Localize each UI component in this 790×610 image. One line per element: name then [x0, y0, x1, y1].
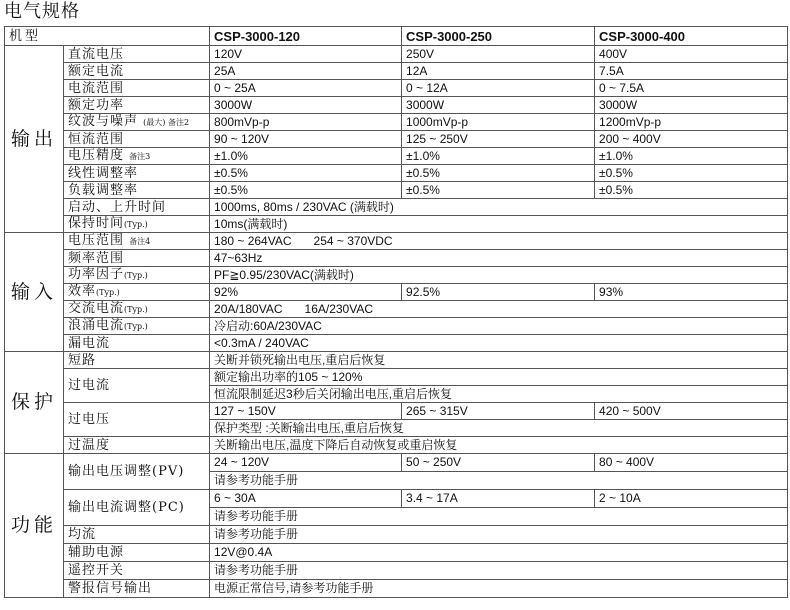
row-label: 遥控开关 [64, 562, 210, 580]
row-label: 过电压 [64, 403, 210, 437]
row-label-text: 电压精度 [68, 148, 125, 163]
function-row-aux-power [5, 544, 788, 562]
cell-value: 冷启动:60A/230VAC [210, 318, 788, 335]
row-label: 短路 [64, 352, 210, 369]
protection-row-over-temperature [5, 437, 788, 454]
output-row-line-regulation [5, 165, 788, 182]
cell-value: 92% [210, 284, 402, 301]
input-row-power-factor [5, 267, 788, 284]
row-label: 直流电压 [64, 46, 210, 63]
input-row-leakage-current [5, 335, 788, 352]
category-function: 功能 [5, 454, 64, 598]
cell-value [210, 233, 788, 250]
cell-value: ±1.0% [210, 148, 402, 165]
protection-row-over-current [5, 369, 788, 386]
cell-value: 24 ~ 120V [210, 454, 402, 472]
row-note: (PV) [152, 464, 185, 479]
cell-value: 93% [595, 284, 788, 301]
function-row-pv [5, 454, 788, 472]
cell-value: 127 ~ 150V [210, 403, 402, 420]
cell-value: 7.5A [595, 63, 788, 80]
cell-value: 0 ~ 25A [210, 80, 402, 97]
row-label: 线性调整率 [64, 165, 210, 182]
cell-value: 80 ~ 400V [595, 454, 788, 472]
input-row-efficiency [5, 284, 788, 301]
row-label [64, 490, 210, 526]
row-label: 均流 [64, 526, 210, 544]
row-label-text: 电压范围 [68, 233, 125, 248]
cell-value: 2 ~ 10A [595, 490, 788, 508]
output-row-current-range [5, 80, 788, 97]
row-label: 恒流范围 [64, 131, 210, 148]
output-row-voltage-tolerance [5, 148, 788, 165]
cell-value: ±0.5% [402, 182, 595, 199]
cell-value: 265 ~ 315V [402, 403, 595, 420]
output-row-hold-up-time [5, 216, 788, 233]
cell-value: 50 ~ 250V [402, 454, 595, 472]
cell-value: 12V@0.4A [210, 544, 788, 562]
cell-value: ±0.5% [402, 165, 595, 182]
row-label-text: 保持时间 [68, 216, 125, 231]
row-label-text: 效率 [68, 284, 97, 299]
row-label-text: 纹波与噪声 [68, 114, 139, 129]
cell-value: 关断并锁死输出电压,重启后恢复 [210, 352, 788, 369]
cell-value: ±0.5% [595, 182, 788, 199]
cell-value: 保护类型 :关断输出电压,重启后恢复 [210, 420, 788, 437]
cell-value: 800mVp-p [210, 114, 402, 131]
cell-value: 125 ~ 250V [402, 131, 595, 148]
cell-value: <0.3mA / 240VAC [210, 335, 788, 352]
model-name: CSP-3000-250 [402, 27, 595, 46]
cell-value: 3000W [210, 97, 402, 114]
input-row-inrush-current [5, 318, 788, 335]
cell-value: 6 ~ 30A [210, 490, 402, 508]
protection-row-over-voltage [5, 403, 788, 420]
row-label [64, 216, 210, 233]
output-row-rated-power [5, 97, 788, 114]
function-row-alarm-signal [5, 580, 788, 598]
row-label-text: 输出电压调整 [68, 464, 153, 479]
cell-value: 0 ~ 7.5A [595, 80, 788, 97]
value-180vac: 20A/180VAC [214, 301, 283, 316]
row-label-text: 交流电流 [68, 301, 125, 316]
model-name: CSP-3000-400 [595, 27, 788, 46]
row-label [64, 148, 210, 165]
cell-value: 3.4 ~ 17A [402, 490, 595, 508]
value-ac: 180 ~ 264VAC [214, 233, 292, 248]
value-dc: 254 ~ 370VDC [313, 233, 393, 248]
cell-value: 420 ~ 500V [595, 403, 788, 420]
cell-value: ±0.5% [210, 165, 402, 182]
input-row-voltage-range [5, 233, 788, 250]
cell-value: 3000W [595, 97, 788, 114]
output-row-dc-voltage [5, 46, 788, 63]
row-label: 频率范围 [64, 250, 210, 267]
row-label [64, 233, 210, 250]
function-row-remote-control [5, 562, 788, 580]
cell-value: 1000ms, 80ms / 230VAC (满载时) [210, 199, 788, 216]
row-note: (Typ.) [124, 220, 148, 229]
row-note: (最大) 备注2 [143, 118, 190, 127]
row-note: (Typ.) [96, 288, 120, 297]
cell-value [210, 301, 788, 318]
model-name: CSP-3000-120 [210, 27, 402, 46]
row-label-text: 输出电流调整 [68, 500, 153, 515]
row-label-text: 功率因子 [68, 267, 125, 282]
cell-value: 12A [402, 63, 595, 80]
protection-row-short-circuit [5, 352, 788, 369]
cell-value: 120V [210, 46, 402, 63]
model-header-row [5, 27, 788, 46]
function-row-current-sharing [5, 526, 788, 544]
cell-value: 47~63Hz [210, 250, 788, 267]
output-row-cc-range [5, 131, 788, 148]
cell-value: ±1.0% [595, 148, 788, 165]
row-label: 额定功率 [64, 97, 210, 114]
output-row-rated-current [5, 63, 788, 80]
category-protection: 保护 [5, 352, 64, 454]
cell-value: 请参考功能手册 [210, 508, 788, 526]
row-note: (Typ.) [124, 271, 148, 280]
output-row-setup-rise-time [5, 199, 788, 216]
input-row-frequency-range [5, 250, 788, 267]
row-note: (Typ.) [124, 305, 148, 314]
row-label: 过电流 [64, 369, 210, 403]
cell-value: 电源正常信号,请参考功能手册 [210, 580, 788, 598]
cell-value: 10ms(满载时) [210, 216, 788, 233]
cell-value: 1000mVp-p [402, 114, 595, 131]
input-row-ac-current [5, 301, 788, 318]
cell-value: 0 ~ 12A [402, 80, 595, 97]
row-label [64, 301, 210, 318]
row-label: 启动、上升时间 [64, 199, 210, 216]
page-title: 电气规格 [4, 1, 80, 22]
cell-value: 25A [210, 63, 402, 80]
row-label: 负载调整率 [64, 182, 210, 199]
category-input: 输入 [5, 233, 64, 352]
row-label [64, 114, 210, 131]
cell-value: 90 ~ 120V [210, 131, 402, 148]
model-header-label: 机型 [5, 27, 210, 46]
row-label: 过温度 [64, 437, 210, 454]
cell-value: 250V [402, 46, 595, 63]
row-label: 漏电流 [64, 335, 210, 352]
row-label: 辅助电源 [64, 544, 210, 562]
row-label-text: 浪涌电流 [68, 318, 125, 333]
output-row-ripple-noise [5, 114, 788, 131]
output-row-load-regulation [5, 182, 788, 199]
cell-value: ±0.5% [595, 165, 788, 182]
cell-value: 1200mVp-p [595, 114, 788, 131]
row-note: 备注3 [129, 152, 151, 161]
cell-value: PF≧0.95/230VAC(满载时) [210, 267, 788, 284]
row-label [64, 454, 210, 490]
cell-value: 3000W [402, 97, 595, 114]
spec-table [4, 26, 788, 598]
category-output: 输出 [5, 46, 64, 233]
cell-value: 400V [595, 46, 788, 63]
cell-value: 恒流限制延迟3秒后关闭输出电压,重启后恢复 [210, 386, 788, 403]
cell-value: 请参考功能手册 [210, 472, 788, 490]
cell-value: 200 ~ 400V [595, 131, 788, 148]
row-label: 额定电流 [64, 63, 210, 80]
row-label [64, 318, 210, 335]
cell-value: 请参考功能手册 [210, 526, 788, 544]
row-label [64, 267, 210, 284]
cell-value: 请参考功能手册 [210, 562, 788, 580]
row-note: 备注4 [129, 237, 151, 246]
row-note: (PC) [152, 500, 185, 515]
function-row-pc [5, 490, 788, 508]
cell-value: 额定输出功率的105 ~ 120% [210, 369, 788, 386]
cell-value: 关断输出电压,温度下降后自动恢复或重启恢复 [210, 437, 788, 454]
row-label [64, 284, 210, 301]
cell-value: ±0.5% [210, 182, 402, 199]
row-note: (Typ.) [124, 322, 148, 331]
cell-value: 92.5% [402, 284, 595, 301]
cell-value: ±1.0% [402, 148, 595, 165]
value-230vac: 16A/230VAC [304, 301, 374, 316]
row-label: 警报信号输出 [64, 580, 210, 598]
row-label: 电流范围 [64, 80, 210, 97]
